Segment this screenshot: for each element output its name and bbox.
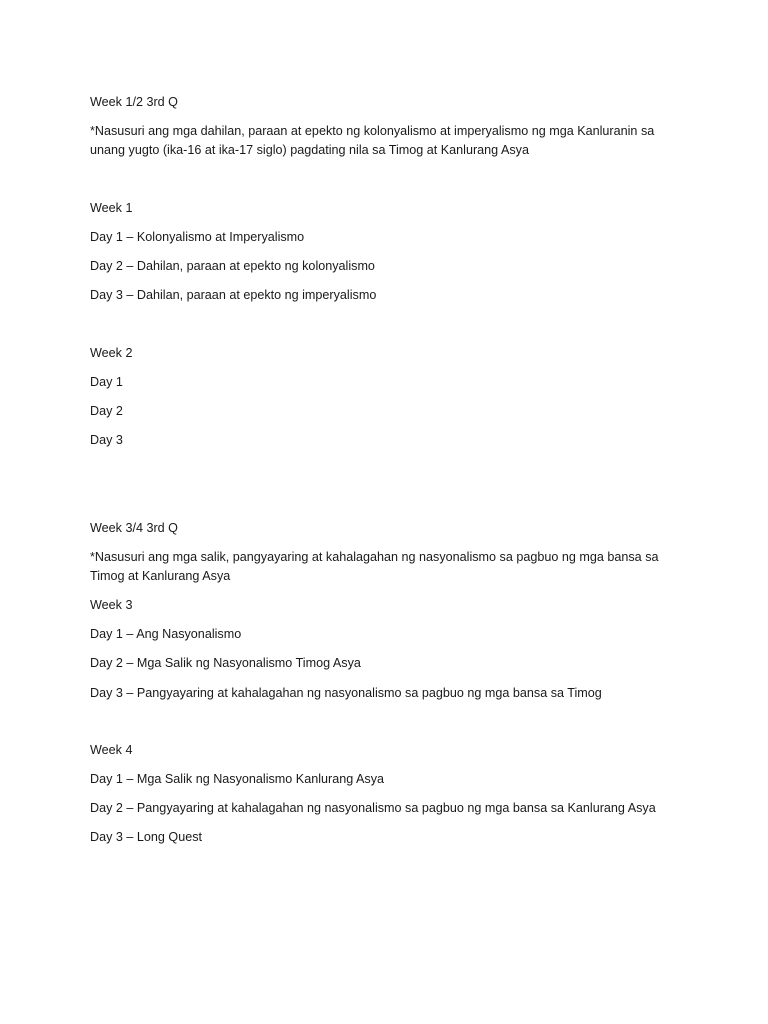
week4-day2: Day 2 – Pangyayaring at kahalagahan ng nasyonalismo sa pagbuo ng mga bansa sa Kanlurang Asya: [90, 801, 656, 815]
week3-day1: Day 1 – Ang Nasyonalismo: [90, 627, 242, 641]
week3-day3: Day 3 – Pangyayaring at kahalagahan ng nasyonalismo sa pagbuo ng mga bansa sa Timog: [90, 686, 602, 700]
section1-heading: Week 1/2 3rd Q: [90, 95, 178, 109]
week2-title: Week 2: [90, 346, 133, 360]
week1-day3: Day 3 – Dahilan, paraan at epekto ng imperyalismo: [90, 288, 377, 302]
week2-day2: Day 2: [90, 404, 123, 418]
section1-objective: *Nasusuri ang mga dahilan, paraan at epekto ng kolonyalismo at imperyalismo ng mga Kanluranin sa unang yugto (ika-16 at ika-17 siglo) pagdating nila sa Timog at Kanlurang Asya: [90, 124, 655, 157]
week2-day1: Day 1: [90, 375, 123, 389]
week3-day2: Day 2 – Mga Salik ng Nasyonalismo Timog Asya: [90, 656, 361, 670]
week1-day1: Day 1 – Kolonyalismo at Imperyalismo: [90, 230, 305, 244]
week4-day1: Day 1 – Mga Salik ng Nasyonalismo Kanlurang Asya: [90, 772, 385, 786]
week1-title: Week 1: [90, 201, 133, 215]
week4-title: Week 4: [90, 743, 133, 757]
week2-day3: Day 3: [90, 433, 123, 447]
section2-heading: Week 3/4 3rd Q: [90, 521, 178, 535]
week4-day3: Day 3 – Long Quest: [90, 830, 203, 844]
week3-title: Week 3: [90, 598, 133, 612]
week1-day2: Day 2 – Dahilan, paraan at epekto ng kolonyalismo: [90, 259, 375, 273]
section2-objective: *Nasusuri ang mga salik, pangyayaring at kahalagahan ng nasyonalismo sa pagbuo ng mga bansa sa Timog at Kanlurang Asya: [90, 550, 659, 583]
